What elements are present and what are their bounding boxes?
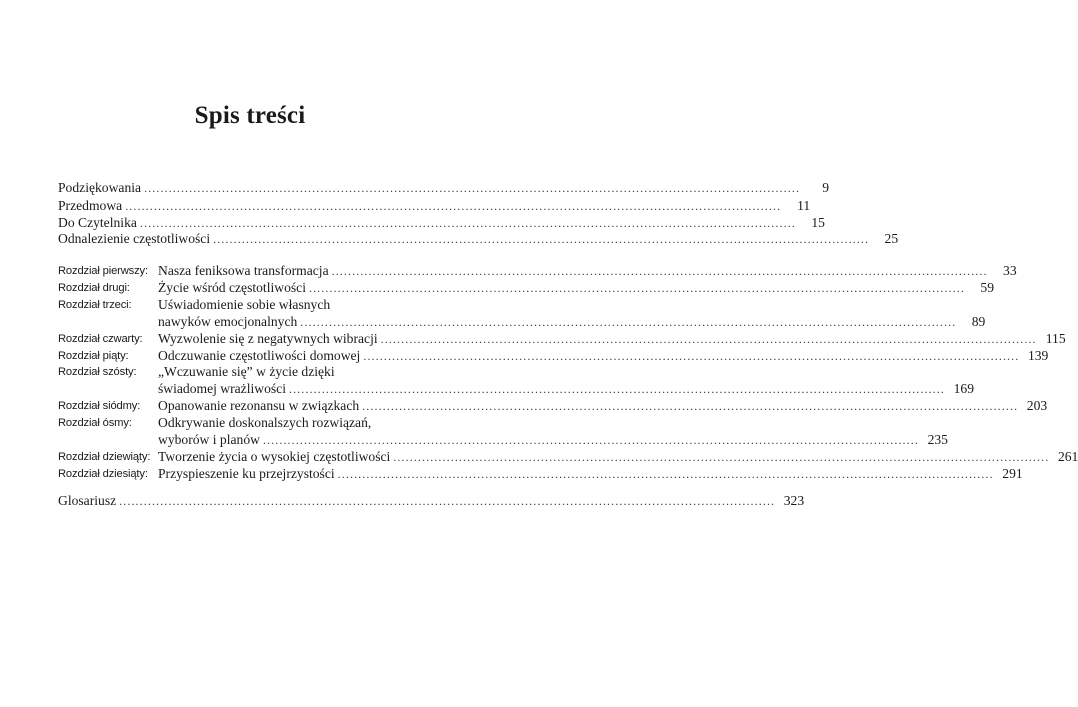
toc-page-number: 11 bbox=[797, 198, 811, 213]
toc-entry-title: Podziękowania bbox=[58, 179, 144, 197]
chapter-entry bbox=[58, 363, 443, 381]
toc-entry-title: nawyków emocjonalnych bbox=[158, 313, 300, 331]
dot-leader: ................................................................................................................................................................ bbox=[288, 382, 945, 396]
toc-page-number: 291 bbox=[1002, 466, 1023, 481]
toc-entry-title: Glosariusz bbox=[58, 492, 119, 510]
chapter-entry bbox=[58, 313, 986, 331]
toc-page-number: 169 bbox=[953, 381, 974, 396]
toc-entry-title: Nasza feniksowa transformacja bbox=[158, 262, 332, 280]
toc-page-number: 59 bbox=[980, 280, 994, 295]
toc-entry-title: Przedmowa bbox=[58, 197, 125, 215]
toc-page-number: 9 bbox=[822, 180, 830, 195]
chapter-entry bbox=[58, 380, 974, 398]
chapter-entry bbox=[58, 448, 1078, 466]
toc-entry-title: Odnalezienie częstotliwości bbox=[58, 230, 213, 248]
toc-entry-title: Przyspieszenie ku przejrzystości bbox=[158, 465, 338, 483]
toc-leader-line bbox=[158, 397, 1048, 415]
toc-page-number: 15 bbox=[811, 215, 825, 230]
toc-leader-line bbox=[158, 330, 1066, 348]
toc-entry-title: Wyzwolenie się z negatywnych wibracji bbox=[158, 330, 381, 348]
dot-leader: ................................................................................................................................................................ bbox=[331, 264, 988, 278]
page-title: Spis treści bbox=[194, 102, 306, 129]
toc-leader-line bbox=[58, 197, 811, 215]
toc-leader-line bbox=[58, 492, 805, 510]
chapter-label: Rozdział dziesiąty: bbox=[58, 468, 148, 480]
chapter-entry bbox=[58, 397, 1048, 415]
toc-entry bbox=[58, 179, 830, 197]
toc-page-number: 261 bbox=[1057, 449, 1078, 464]
toc-page-number: 139 bbox=[1027, 348, 1049, 363]
chapter-entry bbox=[58, 414, 443, 432]
toc-leader-line bbox=[58, 230, 899, 248]
chapter-label: Rozdział piąty: bbox=[58, 350, 129, 362]
dot-leader: ................................................................................................................................................................ bbox=[393, 450, 1050, 464]
toc-leader-line bbox=[58, 179, 830, 197]
toc-page-number: 89 bbox=[971, 314, 986, 329]
toc-entry bbox=[58, 230, 899, 248]
toc-entry-title: Uświadomienie sobie własnych bbox=[158, 297, 331, 312]
toc-entry-title: „Wczuwanie się” w życie dzięki bbox=[158, 364, 335, 379]
toc-entry-title: Odczuwanie częstotliwości domowej bbox=[158, 347, 363, 365]
toc-entry-title: Tworzenie życia o wysokiej częstotliwości bbox=[158, 448, 393, 466]
toc-leader-line bbox=[158, 313, 986, 331]
dot-leader: ................................................................................................................................................................ bbox=[380, 332, 1037, 346]
toc-leader-line bbox=[158, 279, 994, 297]
toc-entry bbox=[58, 492, 805, 510]
chapter-label: Rozdział trzeci: bbox=[58, 299, 132, 311]
dot-leader: ................................................................................................................................................................ bbox=[144, 181, 801, 195]
chapter-entry bbox=[58, 279, 994, 297]
chapter-label: Rozdział siódmy: bbox=[58, 400, 141, 412]
toc-page-number: 33 bbox=[1003, 263, 1017, 278]
toc-page-number: 203 bbox=[1026, 398, 1048, 413]
chapter-label: Rozdział czwarty: bbox=[58, 333, 143, 345]
chapter-label: Rozdział szósty: bbox=[58, 366, 137, 378]
toc-page-number: 323 bbox=[783, 493, 805, 508]
toc-page-number: 25 bbox=[884, 231, 899, 246]
dot-leader: ................................................................................................................................................................ bbox=[337, 467, 994, 481]
dot-leader: ................................................................................................................................................................ bbox=[308, 281, 965, 295]
chapter-label: Rozdział drugi: bbox=[58, 282, 130, 294]
toc-entry bbox=[58, 197, 811, 215]
toc-entry-title: Odkrywanie doskonalszych rozwiązań, bbox=[158, 415, 372, 430]
dot-leader: ................................................................................................................................................................ bbox=[139, 216, 796, 230]
toc-leader-line bbox=[158, 448, 1078, 466]
dot-leader: ................................................................................................................................................................ bbox=[300, 315, 957, 329]
dot-leader: ................................................................................................................................................................ bbox=[213, 232, 870, 246]
toc-entry-title: Do Czytelnika bbox=[58, 214, 140, 232]
dot-leader: ................................................................................................................................................................ bbox=[119, 494, 776, 508]
toc-leader-line bbox=[158, 465, 1023, 483]
toc-entry-title: Życie wśród częstotliwości bbox=[158, 279, 309, 297]
dot-leader: ................................................................................................................................................................ bbox=[125, 199, 782, 213]
chapter-label: Rozdział dziewiąty: bbox=[58, 451, 151, 463]
chapter-entry bbox=[58, 465, 1023, 483]
chapter-entry bbox=[58, 262, 1017, 280]
chapter-entry bbox=[58, 431, 948, 449]
toc-page-number: 115 bbox=[1045, 331, 1066, 346]
toc-leader-line bbox=[158, 262, 1017, 280]
toc-entry-title: świadomej wrażliwości bbox=[158, 380, 289, 398]
toc-leader-line bbox=[158, 431, 948, 449]
chapter-label: Rozdział pierwszy: bbox=[58, 265, 148, 277]
dot-leader: ................................................................................................................................................................ bbox=[363, 349, 1020, 363]
toc-page-number: 235 bbox=[927, 432, 948, 447]
chapter-entry bbox=[58, 330, 1066, 348]
toc-entry-title: Opanowanie rezonansu w związkach bbox=[158, 397, 362, 415]
dot-leader: ................................................................................................................................................................ bbox=[262, 433, 919, 447]
toc-leader-line bbox=[158, 380, 974, 398]
toc-entry-title: wyborów i planów bbox=[158, 431, 263, 449]
dot-leader: ................................................................................................................................................................ bbox=[362, 399, 1019, 413]
chapter-entry bbox=[58, 296, 443, 314]
chapter-label: Rozdział ósmy: bbox=[58, 417, 132, 429]
